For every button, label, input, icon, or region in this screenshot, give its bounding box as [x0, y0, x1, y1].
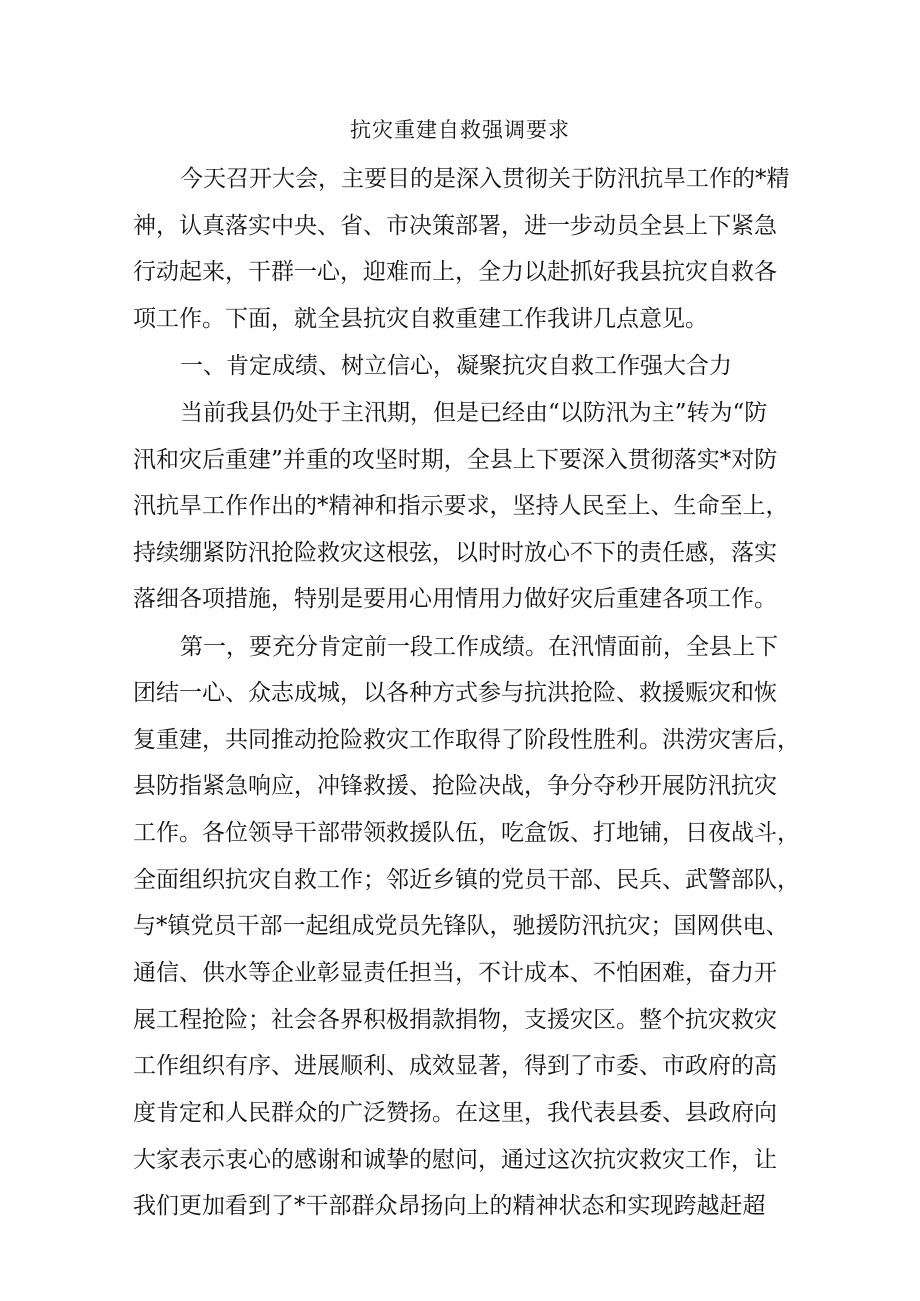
- paragraph-line: 团结一心、众志成城，以各种方式参与抗洪抢险、救援赈灾和恢: [133, 680, 777, 706]
- document-title: 抗灾重建自救强调要求: [350, 118, 570, 142]
- paragraph-line: 复重建，共同推动抢险救灾工作取得了阶段性胜利。洪涝灾害后，: [133, 727, 800, 753]
- paragraph-line: 持续绷紧防汛抢险救灾这根弦，以时时放心不下的责任感，落实: [133, 540, 777, 566]
- paragraph-line: 第一，要充分肯定前一段工作成绩。在汛情面前，全县上下: [180, 634, 778, 660]
- paragraph-line: 落细各项措施，特别是要用心用情用力做好灾后重建各项工作。: [133, 586, 777, 612]
- paragraph-line: 汛和灾后重建”并重的攻坚时期，全县上下要深入贯彻落实*对防: [133, 447, 778, 473]
- paragraph-line: 行动起来，干群一心，迎难而上，全力以赴抓好我县抗灾自救各: [133, 259, 777, 285]
- paragraph-line: 工作。各位领导干部带领救援队伍，吃盒饭、打地铺，日夜战斗，: [133, 820, 800, 846]
- paragraph-line: 今天召开大会，主要目的是深入贯彻关于防汛抗旱工作的*精: [180, 166, 790, 192]
- paragraph-line: 县防指紧急响应，冲锋救援、抢险决战，争分夺秒开展防汛抗灾: [133, 773, 777, 799]
- paragraph-line: 工作组织有序、进展顺利、成效显著，得到了市委、市政府的高: [133, 1053, 777, 1079]
- section-heading: 一、肯定成绩、树立信心，凝聚抗灾自救工作强大合力: [180, 353, 732, 379]
- paragraph-line: 我们更加看到了*干部群众昂扬向上的精神状态和实现跨越赶超: [133, 1193, 766, 1219]
- paragraph-line: 项工作。下面，就全县抗灾自救重建工作我讲几点意见。: [133, 306, 708, 332]
- paragraph-line: 大家表示衷心的感谢和诚挚的慰问，通过这次抗灾救灾工作，让: [133, 1147, 777, 1173]
- paragraph-line: 当前我县仍处于主汛期，但是已经由“以防汛为主”转为“防: [180, 400, 768, 426]
- paragraph-line: 度肯定和人民群众的广泛赞扬。在这里，我代表县委、县政府向: [133, 1100, 777, 1126]
- paragraph-line: 通信、供水等企业彰显责任担当，不计成本、不怕困难，奋力开: [133, 960, 777, 986]
- paragraph-line: 展工程抢险；社会各界积极捐款捐物，支援灾区。整个抗灾救灾: [133, 1007, 777, 1033]
- paragraph-line: 全面组织抗灾自救工作；邻近乡镇的党员干部、民兵、武警部队，: [133, 867, 800, 893]
- paragraph-line: 汛抗旱工作作出的*精神和指示要求，坚持人民至上、生命至上，: [133, 493, 789, 519]
- paragraph-line: 与*镇党员干部一起组成党员先锋队，驰援防汛抗灾；国网供电、: [133, 913, 789, 939]
- paragraph-line: 神，认真落实中央、省、市决策部署，进一步动员全县上下紧急: [133, 213, 777, 239]
